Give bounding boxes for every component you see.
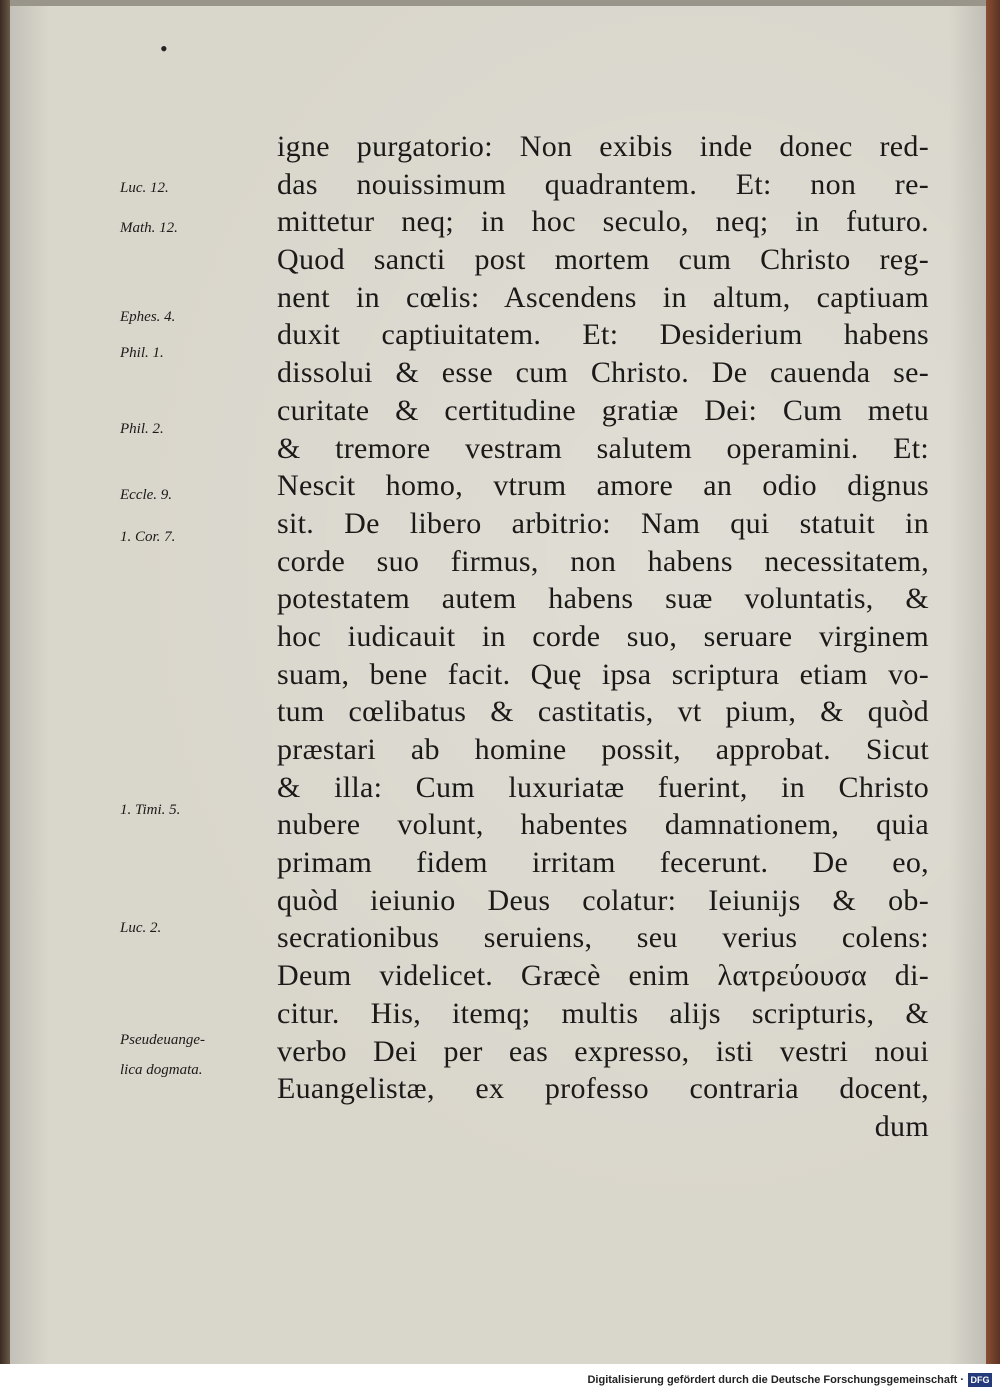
text-line: mittetur neq; in hoc seculo, neq; in futuro.: [277, 205, 929, 239]
text-line: hoc iudicauit in corde suo, seruare virginem: [277, 619, 929, 653]
text-line: verbo Dei per eas expresso, isti vestri noui: [277, 1034, 929, 1068]
book-spine-shadow: [0, 0, 10, 1372]
text-line: nubere volunt, habentes damnationem, quia: [277, 808, 929, 842]
margin-note: lica dogmata.: [120, 1062, 203, 1078]
text-line: potestatem autem habens suæ voluntatis, &: [277, 582, 929, 616]
margin-note: Phil. 2.: [120, 421, 164, 437]
margin-note: Eccle. 9.: [120, 487, 173, 503]
text-line: citur. His, itemq; multis alijs scripturis, &: [277, 996, 929, 1030]
margin-note: 1. Timi. 5.: [120, 802, 181, 818]
text-line: Deum videlicet. Græcè enim λατρεύουσα di-: [277, 959, 929, 993]
text-line: præstari ab homine possit, approbat. Sicut: [277, 733, 929, 766]
text-line: nent in cœlis: Ascendens in altum, captiuam: [277, 280, 929, 314]
margin-note: Ephes. 4.: [120, 309, 176, 325]
text-line: dissolui & esse cum Christo. De cauenda se-: [277, 356, 929, 390]
text-line: quòd ieiunio Deus colatur: Ieiunijs & ob-: [277, 883, 929, 917]
margin-note: Phil. 1.: [120, 345, 164, 361]
margin-note: Luc. 12.: [120, 180, 169, 196]
text-line: duxit captiuitatem. Et: Desiderium habens: [277, 318, 929, 352]
text-line: Nescit homo, vtrum amore an odio dignus: [277, 469, 929, 503]
text-line: & illa: Cum luxuriatæ fuerint, in Christo: [277, 770, 929, 804]
text-line: & tremore vestram salutem operamini. Et:: [277, 431, 929, 465]
margin-note: Luc. 2.: [120, 920, 162, 936]
text-line: corde suo firmus, non habens necessitatem,: [277, 544, 929, 578]
body-text: [277, 128, 929, 1146]
text-line: secrationibus seruiens, seu verius colens:: [277, 921, 929, 955]
text-line: sit. De libero arbitrio: Nam qui statuit in: [277, 506, 929, 540]
dfg-logo: DFG: [968, 1373, 992, 1387]
text-line: suam, bene facit. Quę ipsa scriptura etiam vo-: [277, 657, 929, 691]
margin-note: 1. Cor. 7.: [120, 529, 176, 545]
text-line: Quod sancti post mortem cum Christo reg-: [277, 243, 929, 277]
text-line: primam fidem irritam fecerunt. De eo,: [277, 846, 929, 880]
catchword: dum: [874, 1109, 929, 1143]
page-edge: [986, 0, 1000, 1372]
text-line: igne purgatorio: Non exibis inde donec red-: [277, 130, 929, 163]
margin-note: Math. 12.: [120, 220, 178, 236]
text-line: Euangelistæ, ex professo contraria docent,: [277, 1072, 929, 1106]
funding-credit: Digitalisierung gefördert durch die Deutsche Forschungsgemeinschaft ·: [587, 1374, 964, 1386]
text-line: tum cœlibatus & castitatis, vt pium, & quòd: [277, 695, 929, 729]
text-line: das nouissimum quadrantem. Et: non re-: [277, 167, 929, 201]
text-line: curitate & certitudine gratiæ Dei: Cum metu: [277, 393, 929, 427]
footer-band: [0, 1364, 1000, 1392]
page-mark: •: [160, 36, 168, 61]
margin-note: Pseudeuange-: [120, 1032, 205, 1048]
